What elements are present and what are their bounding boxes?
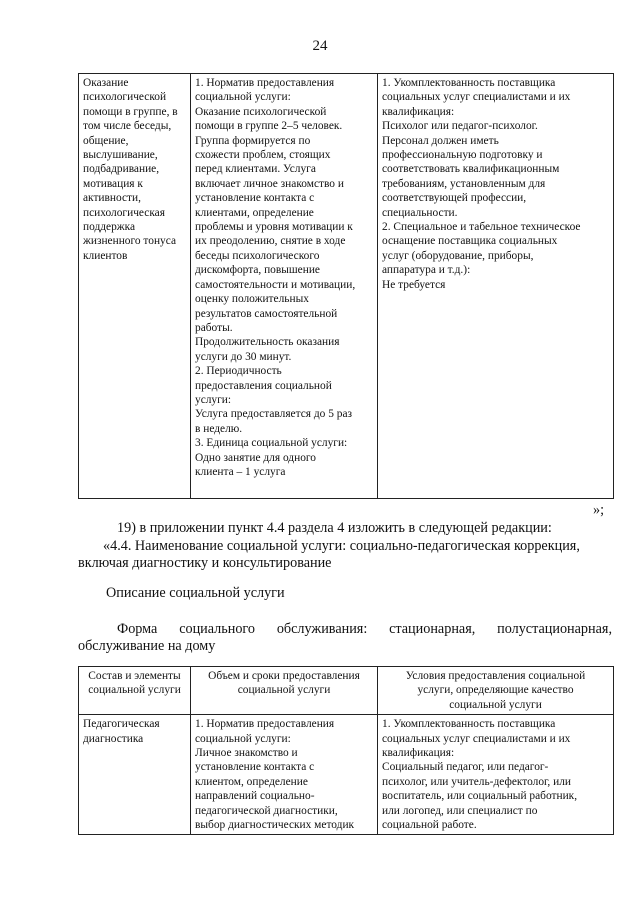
cell-text-line: 3. Единица социальной услуги:: [195, 437, 348, 450]
cell-text-line: помощи в группе 2–5 человек.: [195, 120, 343, 133]
page-number: 24: [312, 38, 328, 54]
cell-text-line: Одно занятие для одного: [195, 451, 316, 464]
service-form-line-1: [117, 620, 612, 638]
header-composition: [79, 667, 191, 715]
cell-text-line: результатов самостоятельной: [195, 307, 338, 320]
service-conditions-cell: [378, 74, 614, 499]
header-conditions: [378, 667, 614, 715]
section-title-line-2: включая диагностику и консультирование: [78, 555, 332, 571]
cell-text-line: Оказание психологической: [195, 105, 327, 118]
cell-text-line: оснащение поставщика социальных: [382, 235, 558, 248]
cell-text-line: Услуга предоставляется до 5 раз: [195, 408, 353, 421]
cell-text-line: помощи в группе, в: [83, 105, 178, 118]
cell-text-line: услуги, определяющие качество: [417, 684, 574, 697]
cell-text-line: социальной услуги: [449, 698, 542, 711]
cell-text-line: социальной услуги: [88, 684, 181, 697]
cell-text-line: установление контакта с: [195, 761, 315, 774]
cell-text-line: активности,: [83, 192, 141, 205]
service-volume-cell: [191, 715, 378, 835]
form-word: полустационарная,: [497, 621, 612, 637]
cell-text-line: соответствующей профессии,: [382, 192, 527, 205]
cell-text-line: клиента – 1 услуга: [195, 465, 286, 478]
cell-text-line: Социальный педагог, или педагог-: [382, 761, 549, 774]
cell-text-line: 2. Периодичность: [195, 365, 282, 378]
form-word: Форма: [117, 621, 158, 637]
table-row: [79, 74, 614, 499]
cell-text-line: социальных услуг специалистами и их: [382, 732, 571, 745]
cell-text-line: проблемы и уровня мотивации к: [195, 221, 353, 234]
cell-text-line: клиентом, определение: [195, 775, 308, 788]
service-name-cell: [79, 74, 191, 499]
cell-text-line: профессиональную подготовку и: [382, 149, 543, 162]
description-heading: Описание социальной услуги: [106, 585, 285, 601]
cell-text-line: их преодолению, снятие в ходе: [195, 235, 346, 248]
form-word: обслуживания:: [276, 621, 368, 637]
service-table-continued: [78, 73, 614, 499]
cell-text-line: общение,: [83, 134, 129, 147]
table-header-row: [79, 667, 614, 715]
cell-text-line: воспитатель, или социальный работник,: [382, 790, 578, 803]
cell-text-line: 1. Укомплектованность поставщика: [382, 77, 556, 89]
cell-text-line: Состав и элементы: [88, 670, 181, 682]
cell-text-line: услуги до 30 минут.: [195, 350, 292, 363]
closing-quote: »;: [593, 502, 605, 518]
cell-text-line: 1. Норматив предоставления: [195, 718, 335, 731]
cell-text-line: мотивация к: [83, 177, 143, 190]
cell-text-line: требованиям, установленным для: [382, 177, 546, 190]
service-name-cell: [79, 715, 191, 835]
cell-text-line: клиентов: [83, 249, 128, 262]
cell-text-line: специальности.: [382, 206, 458, 219]
service-form-line-2: обслуживание на дому: [78, 638, 216, 654]
cell-text-line: аппаратура и т.д.):: [382, 264, 471, 277]
cell-text-line: педагогической диагностики,: [195, 804, 338, 817]
cell-text-line: перед клиентами. Услуга: [195, 163, 316, 176]
cell-text-line: социальной работе.: [382, 819, 477, 832]
cell-text-line: услуги:: [195, 393, 232, 406]
cell-text-line: социальной услуги:: [195, 732, 291, 745]
cell-text-line: 1. Норматив предоставления: [195, 77, 335, 89]
cell-text-line: психологической: [83, 91, 167, 104]
cell-text-line: клиентами, определение: [195, 206, 314, 219]
cell-text-line: Оказание: [83, 77, 129, 89]
cell-text-line: Не требуется: [382, 278, 446, 291]
cell-text-line: работы.: [195, 321, 233, 334]
table-row: [79, 715, 614, 835]
cell-text-line: установление контакта с: [195, 192, 315, 205]
cell-text-line: оценку положительных: [195, 293, 309, 306]
section-title-line-1: «4.4. Наименование социальной услуги: социально-педагогическая коррекция,: [103, 538, 580, 554]
cell-text-line: услуг (оборудование, приборы,: [382, 249, 534, 262]
cell-text-line: дискомфорта, повышение: [195, 264, 320, 277]
cell-text-line: выбор диагностических методик: [195, 819, 355, 832]
cell-text-line: Условия предоставления социальной: [405, 670, 586, 682]
cell-text-line: жизненного тонуса: [83, 235, 176, 248]
cell-text-line: выслушивание,: [83, 149, 158, 162]
cell-text-line: Психолог или педагог-психолог.: [382, 120, 538, 133]
cell-text-line: 2. Специальное и табельное техническое: [382, 221, 581, 234]
cell-text-line: психолог, или учитель-дефектолог, или: [382, 775, 571, 788]
cell-text-line: психологическая: [83, 206, 165, 219]
cell-text-line: Группа формируется по: [195, 134, 311, 147]
form-word: стационарная,: [389, 621, 476, 637]
cell-text-line: том числе беседы,: [83, 120, 172, 133]
cell-text-line: предоставления социальной: [195, 379, 332, 392]
cell-text-line: социальных услуг специалистами и их: [382, 91, 571, 104]
service-volume-cell: [191, 74, 378, 499]
amendment-paragraph: 19) в приложении пункт 4.4 раздела 4 изложить в следующей редакции:: [117, 520, 552, 536]
cell-text-line: подбадривание,: [83, 163, 160, 176]
cell-text-line: 1. Укомплектованность поставщика: [382, 718, 556, 731]
service-table-4-4: [78, 666, 614, 835]
cell-text-line: квалификация:: [382, 747, 455, 760]
cell-text-line: диагностика: [83, 732, 144, 745]
cell-text-line: самостоятельности и мотивации,: [195, 278, 356, 291]
cell-text-line: или логопед, или специалист по: [382, 804, 538, 817]
cell-text-line: Персонал должен иметь: [382, 134, 499, 147]
header-volume: [191, 667, 378, 715]
cell-text-line: направлений социально-: [195, 790, 315, 803]
cell-text-line: Объем и сроки предоставления: [208, 670, 360, 682]
cell-text-line: соответствовать квалификационным: [382, 163, 560, 176]
cell-text-line: Личное знакомство и: [195, 747, 298, 760]
cell-text-line: социальной услуги: [237, 684, 331, 697]
cell-text-line: поддержка: [83, 221, 136, 234]
cell-text-line: беседы психологического: [195, 249, 320, 262]
cell-text-line: Продолжительность оказания: [195, 336, 340, 349]
form-word: социального: [179, 621, 255, 637]
cell-text-line: квалификация:: [382, 105, 455, 118]
cell-text-line: социальной услуги:: [195, 91, 291, 104]
service-conditions-cell: [378, 715, 614, 835]
cell-text-line: включает личное знакомство и: [195, 177, 344, 190]
cell-text-line: в неделю.: [195, 422, 243, 435]
cell-text-line: Педагогическая: [83, 718, 160, 731]
cell-text-line: схожести проблем, стоящих: [195, 149, 331, 162]
